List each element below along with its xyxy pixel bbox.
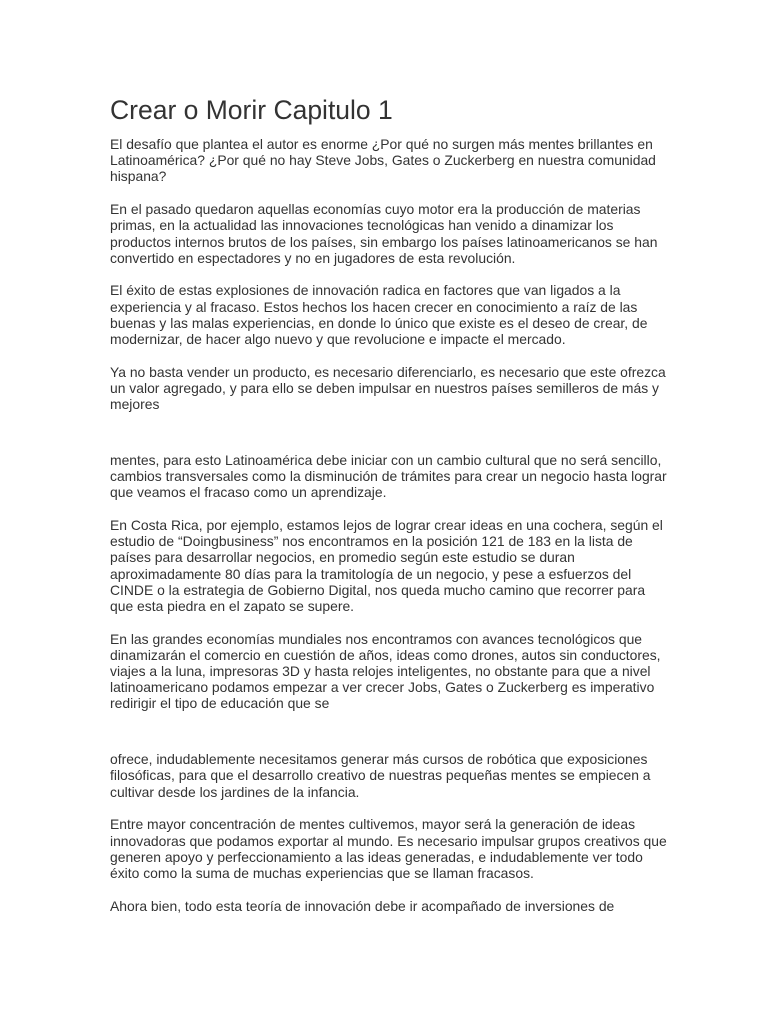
column-break-gap — [110, 429, 670, 452]
paragraph-value-added: Ya no basta vender un producto, es necesario diferenciarlo, es necesario que este ofrezca un valor agregado, y para ello se deben impulsar en nuestros países semilleros de más y mejores — [110, 363, 666, 413]
paragraph-robotics-education: ofrece, indudablemente necesitamos generar más cursos de robótica que exposiciones filosóficas, para que el desarrollo creativo de nuestras pequeñas mentes se empiecen a cultivar desde los jardines de la infancia. — [110, 751, 651, 800]
paragraph-costa-rica: En Costa Rica, por ejemplo, estamos lejos de lograr crear ideas en una cochera, según el estudio de “Doingbusiness” nos encontramos en la posición 121 de 183 en la lista de países para desarrollar negocios, en promedio según este estudio se duran aproximadamente 80 días para la tramitología de un negocio, y pese a esfuerzos del CINDE o la estrategia de Gobierno Digital, nos queda mucho camino que recorrer para que esta piedra en el zapato se supere. — [110, 516, 663, 614]
paragraph-cultivate-minds: Entre mayor concentración de mentes cultivemos, mayor será la generación de ideas innovadoras que podamos exportar al mundo. Es necesario impulsar grupos creativos que generen apoyo y perfeccionamiento a las ideas generadas, e indudablemente ver todo éxito como la suma de muchas experiencias que se llaman fracasos. — [110, 816, 667, 881]
paragraph-raw-materials: En el pasado quedaron aquellas economías cuyo motor era la producción de materias primas, en la actualidad las innovaciones tecnológicas han venido a dinamizar los productos internos brutos de los países, sin embargo los países latinoamericanos se han convertido en espectadores y no en jugadores de esta revolución. — [110, 201, 658, 266]
paragraph-cultural-change: mentes, para esto Latinoamérica debe iniciar con un cambio cultural que no será sencillo, cambios transversales como la disminución de trámites para crear un negocio hasta lograr que veamos el fracaso como un aprendizaje. — [110, 451, 667, 501]
column-break-gap — [110, 728, 670, 751]
document-title: Crear o Morir Capitulo 1 — [110, 95, 393, 125]
paragraph-intro-question: El desafío que plantea el autor es enorme ¿Por qué no surgen más mentes brillantes en Latinoamérica? ¿Por qué no hay Steve Jobs, Gates o Zuckerberg en nuestra comunidad hispana? — [110, 136, 656, 185]
document-body — [110, 92, 670, 930]
paragraph-global-economies: En las grandes economías mundiales nos encontramos con avances tecnológicos que dinamizarán el comercio en cuestión de años, ideas como drones, autos sin conductores, viajes a la luna, impresoras 3D y hasta relojes inteligentes, no obstante para que a nivel latinoamericano podamos empezar a ver crecer Jobs, Gates o Zuckerberg es imperativo redirigir el tipo de educación que se — [110, 630, 661, 712]
paragraph-investment: Ahora bien, todo esta teoría de innovación debe ir acompañado de inversiones de — [110, 897, 615, 914]
paragraph-success-failure: El éxito de estas explosiones de innovación radica en factores que van ligados a la experiencia y al fracaso. Estos hechos los hacen crecer en conocimiento a raíz de las buenas y las malas experiencias, en donde lo único que existe es el deseo de crear, de modernizar, de hacer algo nuevo y que revolucione e impacte el mercado. — [110, 282, 648, 348]
